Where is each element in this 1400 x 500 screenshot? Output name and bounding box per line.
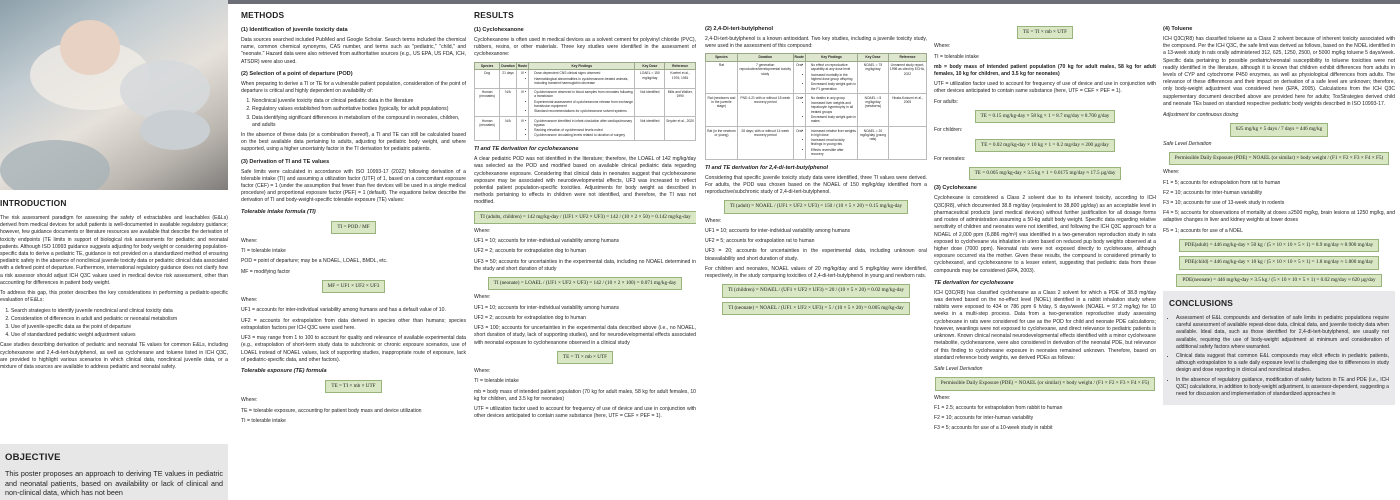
dtbp-derivation-text: Considering that specific juvenile toxicity study data were identified, three TI values were derived. For adults, the POD was chosen based on the NOAEL of 150 mg/kg/day identified from a reproductive/subchronic study of 2,4-di-tert-butylphenol. — [705, 174, 927, 196]
ti-where-item: TI = tolerable intake — [241, 248, 286, 255]
methods-column — [241, 8, 466, 500]
ti-children-equation: TI (adults, children) = 142 mg/kg-day / (UF1 × UF2 × UF3) = 142 / (10 × 2 × 50) = 0.142 mg/kg-day — [474, 211, 696, 224]
finding-item: • Cyclohexanone identified in infant circulation after cardiopulmonary bypass — [534, 119, 633, 128]
header-photo — [0, 0, 228, 190]
where-item: TI = tolerable intake — [934, 53, 979, 60]
table-cell: Human (neonates) — [475, 117, 500, 141]
table-row — [475, 88, 696, 116]
table-cell: Oral — [793, 61, 805, 94]
table-header: Species — [706, 54, 738, 61]
finding-item: • Standard recommendations for cyclohexanone solvent systems — [534, 109, 633, 113]
where-item: UTF = utilization factor used to account for frequency of use of device and use in conjunction with other devices anticipated to contain same substance (here, UTF = CEF × PEF = 1). — [474, 406, 696, 420]
conclusions-section — [1163, 291, 1395, 405]
photo-foreground — [0, 140, 110, 190]
mf-where-item: UF1 = accounts for inter-individual variability among humans and has a default value of 10. — [241, 307, 446, 314]
table-header: Key Findings — [805, 54, 857, 61]
methods-list-item: 3. Data identifying significant differences in metabolism of the compound in neonates, children, and adults — [252, 115, 466, 129]
table-cell: 7 generation reproductive/developmental toxicity study — [737, 61, 793, 94]
objective-section — [0, 444, 228, 500]
dtbp-derivation-title: TI and TE derivation for 2,4-di-tert-butylphenol — [705, 164, 829, 171]
objective-title: OBJECTIVE — [5, 452, 61, 463]
table-cell: N/A — [500, 117, 517, 141]
where-item: UF3 = 50; accounts for uncertainties in the experimental data, including no NOAEL determined in the study and short duration of study — [474, 258, 696, 272]
where-item: F3 = 5; accounts for use of a 10-week study in rabbit — [934, 425, 1053, 432]
finding-item: • Decreased body weight gain in the F1 generation — [811, 82, 856, 91]
table-header: Key Dose — [858, 54, 889, 61]
table-row — [706, 94, 927, 127]
finding-item: • Cyclohexanone circulating levels related to duration of surgery — [534, 133, 633, 137]
table-cell: N/A — [500, 88, 517, 116]
where-item: F1 = 5; accounts for extrapolation from rat to human — [1163, 179, 1281, 186]
te-equation: TE = TI × mb × UTF — [557, 351, 613, 364]
pde-equation: Permissible Daily Exposure (PDE) = NOAEL (or similar) × body weight / (F1 × F2 × F3 × F4 × F5) — [1169, 152, 1389, 165]
toluene-section-text: ICH Q3C(R8) has classified toluene as a Class 2 solvent because of inherent toxicity associated with the compound. Per the ICH Q3C, the safe limit was derived as follows, based on the NOEL identified in a 13-week study in rats orally administered 312, 625, 1250, 2500, or 5000 mg/kg toluene 5 days/week. Specific data pertaining to possible pediatric/neonatal susceptibility to toluene toxicities were not readily identified in the literature, although it is known that children exhibit differences from adults in levels of CYP and cytochrome P450 enzymes, as well as physiological differences from adults. The relevance of these differences and their impact on derivation of a safe level are unknown; therefore, only body-weight adjustment was considered here (EPA, 2005). Calculations from the ICH Q3C supplementary document described above are provided here for adults; ToxStrategies derived child and neonate TEs based on standard respective pediatric body weights described in ISO 10993-17. — [1163, 35, 1395, 107]
mf-equation: MF = UF1 × UF2 × UF3 — [322, 280, 386, 293]
where-label: Where: — [474, 228, 491, 235]
methods-section-2-title: (2) Selection of a point of departure (POD) — [241, 70, 353, 77]
methods-section-3-text: Safe limits were calculated in accordance with ISO 10993-17 (2022) following derivation of a tolerable intake (TI) and assuming a utilization factor (UTF) of 1, based on a concomitant exposure factor (CEF) = 1 (under the assumption that fewer than five devices will be used in a single medical procedure) and proportional exposure factor (PEF) = 1 (default). The equations below describe the derivation of TI and body-weight-specific tolerable exposure (TE) values: — [241, 168, 466, 204]
results-section-1-title: (1) Cyclohexanone — [474, 26, 524, 33]
table-cell: Rat — [706, 61, 738, 94]
results-title: RESULTS — [474, 10, 514, 20]
where-item: mb = body mass of intended patient population (70 kg for adult males, 58 kg for adult females, 10 kg for children, and 3.5 kg for neonates) — [474, 388, 696, 402]
where-item: UF3 = 100; accounts for uncertainties in the experimental data described above (i.e., no NOAEL, short duration of study, lack of supporting studies), and for neurodevelopmental effects associated with neonatal exposure to cyclohexanone observed in a clinical study — [474, 325, 696, 346]
methods-section-3-title: (3) Derivation of TI and TE values — [241, 158, 330, 165]
table-cell — [805, 61, 857, 94]
cyclohexane-derivation-title: TE derivation for cyclohexane — [934, 279, 1014, 286]
cyclohexane-derivation-text: ICH Q3C(R8) has classified cyclohexane as a Class 2 solvent for which a PDE of 38.8 mg/day was derived based on the no-effect level (NOEL) identified in a rabbit inhalation study where rabbits were exposed to 434 or 786 ppm 6 h/day, 5 days/week (NOAEL = 97.2 mg/kg) for 10 weeks in a multi-step process. Data from a two-generation reproductive study assessing cyclohexane in rats were considered for use as the POD for child and neonate PDE calculations; however, weanlings were not exposed to cyclohexane, and direct relevance to pediatric patients is unknown. Known clinical neonatal neurodevelopmental effects identified with a minor cyclohexane metabolite, cyclohexanone, were also considered in derivation of the neonatal PDE, but relevance of this finding to cyclohexane exposure in neonates remained unknown. Therefore, based on standard reference body weights, we derived PDEs as follows: — [934, 289, 1156, 361]
finding-item: • Dose-dependent CNS clinical signs observed — [534, 71, 633, 75]
ti-children-equation: TI (children) = NOAEL / (UF1 × UF2 × UF3) = 20 / (10 × 5 × 20) = 0.02 mg/kg-day — [722, 284, 910, 297]
mf-where-item: UF3 = may range from 1 to 100 to account for quality and relevance of available experimental data (e.g., extrapolation of short-term study data to subchronic or chronic exposure scenarios, use of LOAEL instead of NOAEL values, lack of supporting studies, inappropriate route of exposure, lack of pediatric-specific data, and other factors). — [241, 335, 466, 363]
table-cell: Not identified — [635, 88, 665, 116]
finding-item: • Effects reversible after recovery — [811, 148, 856, 157]
where-item: F4 = 5; accounts for observations of mortality at doses ≥2500 mg/kg, brain lesions at 1250 mg/kg, and adaptive changes in liver and kidney weights at lower doses — [1163, 210, 1395, 224]
ti-where-item: POD = point of departure; may be a NOAEL, LOAEL, BMDL, etc. — [241, 258, 388, 265]
cyclohexane-section-text: Cyclohexane is considered a Class 2 solvent due to its inherent toxicity, according to ICH Q3C(R8), which documented 38.8 mg/day (equivalent to 38,800 µg/day) as an acceptable level in pharmaceutical products (and medical devices) without further justification for all dosage forms and routes of administration assuming a 50-kg adult body weight. Specific data regarding relative sensitivity of children and neonates were not identified, and following the ICH Q3C approach for a NOAEL of 2,000 ppm (6,886 mg/m³) was identified in a two-generation reproduction study in rats exposed to cyclohexane via inhalation in utero based on reduced pup body weights observed at a higher dose (7000 ppm). Neonatal rats were not exposed directly to cyclohexane, although exposure occurred via the mother. Given these results, the compound is considered primarily to cyclohexanol, and cyclohexanone to a lesser extent, suggesting that pediatric data from those compounds may be considered (EPA, 2003). — [934, 195, 1156, 274]
introduction-title: INTRODUCTION — [0, 198, 67, 208]
table-cell: IV — [516, 69, 528, 88]
where-label: Where: — [474, 368, 491, 375]
adjustment-equation: 625 mg/kg × 5 days / 7 days = 446 mg/kg — [1230, 123, 1329, 136]
finding-item: • Experimental assessment of cyclohexanone release from exchange transfusion equipment — [534, 100, 633, 109]
table-cell: Hirata-Koizumi et al., 2005 — [888, 94, 926, 127]
toluene-section-title: (4) Toluene — [1163, 26, 1193, 32]
cyclohexanone-table — [474, 62, 696, 142]
where-item: UTF = utilization factor used to account for frequency of use of device and use in conjunction with other devices anticipated to contain same substance (here, UTF = CEF × PEF = 1). — [934, 81, 1156, 95]
safe-level-label: Safe Level Derivation — [934, 365, 983, 372]
methods-section-2-text-2: In the absence of these data (or a combination thereof), a TI and TE can still be calculated based on the best available data pertaining to adults, adjusting for pediatric body weight, and where supported, using a higher uncertainty factor in the TI derivation for pediatric patients. — [241, 131, 466, 153]
dtbp-column — [705, 8, 927, 500]
table-cell: Koeferl et al., 1976; 1981 — [665, 69, 696, 88]
table-cell: Mills and Walker, 1990 — [665, 88, 696, 116]
dtbp-section-title: (2) 2,4-Di-tert-butylphenol — [705, 26, 774, 32]
table-cell: Oral — [793, 127, 805, 160]
finding-item: • Haematological abnormalities in cyclohexanone-treated animals, including transient haemoglobin decrease — [534, 77, 633, 86]
introduction-list-item: 4. Use of standardized pediatric weight adjustment values — [11, 332, 228, 339]
finding-item: • Ranking elevation of cyclohexanol levels noted — [534, 128, 633, 132]
table-cell: NOAEL = 5 mg/kg/day (newborns) — [858, 94, 889, 127]
te-formula-title: Tolerable exposure (TE) formula — [241, 367, 327, 374]
table-header: Duration — [737, 54, 793, 61]
where-item: F2 = 10; accounts for inter-human variability — [1163, 189, 1263, 196]
where-item: UF3 = 20; accounts for uncertainties in the experimental data, including unknown oral bioavailability and short duration of study. — [705, 248, 927, 262]
methods-section-1-text: Data sources searched included PubMed and Google Scholar. Search terms included the chemical name, common chemical synonyms, CAS number, and terms such as "pediatric," "child," and "neonate." Hazard data were also retrieved from authoritative sources (e.g., US EPA, US FDA, ICH, ATSDR) were also used. — [241, 36, 466, 65]
table-header: Route — [517, 63, 528, 68]
ti-where-item: MF = modifying factor — [241, 268, 291, 275]
where-label: Where: — [474, 294, 491, 301]
cyclohexanone-derivation-text: A clear pediatric POD was not identified in the literature; therefore, the LOAEL of 142 mg/kg/day was selected as the POD and modified based on available clinical pediatric data regarding cyclohexanone exposure. Considering that clinical data in neonates suggest that cyclohexanone exposure may be associated with neurodevelopmental effects, UF3 was increased to reflect potential patient population-specific toxicities. Adjustments for body weight as described in methods pertaining to effects in children were not identified, and therefore, the TI was not modified. — [474, 156, 696, 206]
finding-item: • Increased liver weights and hepatocyte hypertrophy in all treated groups — [811, 101, 856, 114]
ti-adult-equation: TI (adult) = NOAEL / (UF1 × UF2 × UF3) = 150 / (10 × 5 × 20) = 0.15 mg/kg-day — [724, 200, 908, 213]
table-cell — [888, 127, 926, 160]
te-adults-equation: TE = 0.15 mg/kg-day × 58 kg × 1 = 8.7 mg/day ≈ 8.700 g/day — [975, 110, 1116, 123]
where-item: UF2 = 2; accounts for extrapolation dog to human — [474, 314, 586, 321]
table-cell — [529, 88, 635, 116]
mf-where-item: UF2 = accounts for extrapolation from data derived in species other than humans; species extrapolation factors per ICH Q3C were used here. — [241, 317, 466, 331]
where-item: UF2 = 2; accounts for extrapolation dog to human — [474, 248, 586, 255]
methods-section-2-text: When preparing to derive a TI or TE for a vulnerable patient population, consideration of the point of departure is critical and highly dependent on availability of: — [241, 80, 466, 94]
table-row — [475, 117, 696, 141]
table-row — [706, 127, 927, 160]
table-cell — [805, 94, 857, 127]
pde-equation: Permissible Daily Exposure (PDE) = NOAEL (or similar) × body weight / (F1 × F2 × F3 × F4 × F5) — [935, 377, 1155, 390]
conclusion-item: • In the absence of regulatory guidance, modification of safety factors in TE and PDE (i.e., ICH Q3C) calculations, in addition to body-weight adjustment, is assessor-dependent, suggesting a need for discussion and implementation of standardized approaches in — [1176, 377, 1389, 399]
methods-section-1-title: (1) Identification of juvenile toxicity data — [241, 26, 348, 33]
table-cell: Snyder et al., 2020 — [665, 117, 696, 141]
table-cell: PND 4-21 with or without 18 week recovery period — [737, 94, 793, 127]
table-cell: Human (neonates) — [475, 88, 500, 116]
finding-item: • Cyclohexanone observed in blood samples from neonates following a transfusion — [534, 90, 633, 99]
table-cell: IV — [516, 117, 528, 141]
dtbp-section-text: 2,4-Di-tert-butylphenol is a known antioxidant. Two key studies, including a juvenile toxicity study, were used in the assessment of this compound: — [705, 35, 927, 50]
te-neonates-equation: TE = 0.005 mg/kg-day × 3.5 kg × 1 = 0.0175 mg/day ≈ 17.5 µg/day — [969, 167, 1122, 180]
introduction-paragraph-3: Case studies describing derivation of pediatric and neonatal TE values for common E&Ls, including cyclohexanone and 2,4-di-tert-butylphenol, as well as cyclohexane and toluene listed in ICH Q3C, are provided to highlight various scenarios in which clinical data, nonclinical juvenile data, or a mixture of data sources are available to address pediatric and neonatal safety. — [0, 342, 228, 371]
cyclohexane-column — [934, 8, 1156, 500]
methods-list-item: 1. Nonclinical juvenile toxicity data or clinical pediatric data in the literature — [252, 98, 466, 105]
table-cell: Oral — [793, 94, 805, 127]
table-cell — [529, 117, 635, 141]
table-cell: Dog — [475, 69, 500, 88]
where-label: Where: — [705, 217, 722, 224]
table-cell: Rat (in the newborn or young) — [706, 127, 738, 160]
objective-text: This poster proposes an approach to deriving TE values in pediatric and neonatal patients, based on availability or lack of clinical and non-clinical data, which has not been — [5, 469, 223, 498]
finding-item: • No deaths in any group — [811, 96, 856, 100]
where-item: UF1 = 10; accounts for inter-individual variability among humans — [474, 238, 620, 245]
adjustment-label: Adjustment for continuous dosing — [1163, 112, 1239, 119]
cyclohexanone-derivation-title: TI and TE derivation for cyclohexanone — [474, 146, 579, 153]
table-cell: Rat (newborns and in the juvenile stage) — [706, 94, 738, 127]
dtbp-table — [705, 53, 927, 159]
neonates-label: For neonates: — [934, 155, 966, 162]
table-cell: LOAEL = 150 mg/kg/day — [635, 69, 665, 88]
safe-level-label: Safe Level Derivation — [1163, 140, 1212, 147]
conclusion-item: • Assessment of E&L compounds and derivation of safe limits in pediatric populations require careful assessment of available repeat-dose data, clinical data, and juvenile toxicity data when available. Ideal data, such as those identified for 2,4-di-tert-butylphenol, are usually not available, requiring the use of body-weight adjustment at minimum and consideration of additional safety factors where warranted. — [1176, 315, 1389, 351]
where-item: F1 = 2.5; accounts for extrapolation from rabbit to human — [934, 404, 1063, 411]
children-label: For children: — [934, 127, 963, 134]
where-item: F5 = 1; accounts for use of a NOEL — [1163, 227, 1243, 234]
table-header: Species — [475, 62, 500, 69]
methods-section-2-list — [241, 98, 466, 129]
adults-label: For adults: — [934, 98, 959, 105]
pde-adult-equation: PDE(adult) = 446 mg/kg-day × 50 kg / (5 × 10 × 10 × 5 × 1) = 8.9 mg/day ≈ 8.900 mg/day — [1179, 239, 1379, 252]
table-header: Route — [794, 55, 804, 60]
table-cell: NOAEL = 75 mg/kg/day — [858, 61, 889, 94]
table-row — [706, 61, 927, 94]
finding-item: • Decreased body weight gain in males — [811, 115, 856, 124]
where-item: UF1 = 10; accounts for inter-individual variability among humans — [474, 304, 620, 311]
introduction-section — [0, 196, 228, 442]
ti-formula-title: Tolerable intake formula (TI) — [241, 208, 316, 215]
pde-neonate-equation: PDE(neonate) = 446 mg/kg-day × 3.5 kg / (5 × 10 × 10 × 5 × 1) = 0.62 mg/day ≈ 620 µg/day — [1176, 274, 1381, 287]
where-item: UF2 = 5; accounts for extrapolation rat to human — [705, 238, 815, 245]
where-item: mb = body mass of intended patient population (70 kg for adult males, 58 kg for adult females, 10 kg for children, and 3.5 kg for neonates) — [934, 63, 1156, 78]
finding-item: • Increased mortality in the highest dose group offspring — [811, 73, 856, 82]
te-equation: TE = TI × mb × UTF — [325, 380, 381, 393]
introduction-paragraph-2: To address this gap, this poster describes the key considerations in performing a pediatric-specific evaluation of E&Ls: — [0, 290, 228, 304]
where-label: Where: — [241, 297, 258, 304]
where-item: UF1 = 10; accounts for inter-individual variability among humans — [705, 227, 851, 234]
pde-child-equation: PDE(child) = 446 mg/kg-day × 10 kg / (5 × 10 × 10 × 5 × 1) = 1.8 mg/day ≈ 1.800 mg/day — [1179, 256, 1379, 269]
te-equation: TE = TI × mb × UTF — [1017, 26, 1073, 39]
table-header: Reference — [665, 62, 696, 69]
where-label: Where: — [934, 43, 951, 50]
te-children-equation: TE = 0.02 mg/kg-day × 10 kg × 1 = 0.2 mg/day ≈ 200 µg/day — [975, 139, 1115, 152]
introduction-paragraph-1: The risk assessment paradigm for assessing the safety of extractables and leachables (E&Ls) derived from medical devices for adult patients is well-documented in available regulatory guidance; however, few guidance documents or literature resources are available that describe the derivation of toxicity endpoints (TE limits in support of biological risk assessments for pediatric and neonatal patients. Although ISO 10993 guidance suggests adjusting for body weight or considering population-specific data to derive a pediatric TE, guidance is not provided on a standardized method of ensuring pediatric safety in the absence of nonclinical juvenile toxicity data or pediatric clinical data associated with a defined point of departure. Furthermore, international regulatory guidance does not clarify how a risk assessor should adjust ICH Q3C values used in medical device risk assessment, other than accounting for differences in patient body weight. — [0, 214, 228, 286]
results-section-1-text: Cyclohexanone is often used in medical devices as a solvent cement for polyvinyl chloride (PVC), rubbers, resins, or other materials. Three key studies were identified in the assessment of cyclohexanone: — [474, 36, 696, 58]
methods-list-item: 2. Regulatory values established from authoritative bodies (typically, for adult populations) — [252, 106, 466, 113]
dtbp-text-2: For children and neonates, NOAEL values of 20 mg/kg/day and 5 mg/kg/day were identified, respectively, in the study comparing toxicities of 2,4-di-tert-butylphenol in young and newborn rats. — [705, 265, 927, 279]
finding-item: • Increased renal toxicity findings in young rats — [811, 138, 856, 147]
cyclohexane-section-title: (3) Cyclohexane — [934, 185, 977, 192]
where-label: Where: — [934, 394, 951, 401]
table-row — [475, 69, 696, 88]
results-column — [474, 8, 696, 500]
table-cell: Not identified — [635, 117, 665, 141]
table-cell — [529, 69, 635, 88]
photo-device — [140, 110, 210, 150]
conclusion-item: • Clinical data suggest that common E&L compounds may elicit effects in pediatric patients, although extrapolation to a safe daily exposure level is challenging due to differences in study design and dose reporting in clinical and nonclinical studies. — [1176, 353, 1389, 375]
where-item: TI = tolerable intake — [474, 378, 519, 385]
where-item: F2 = 10; accounts for inter-human variability — [934, 414, 1034, 421]
ti-neonate-equation: TI (neonate) = NOAEL / (UF1 × UF2 × UF3) = 5 / (10 × 5 × 20) = 0.005 mg/kg-day — [722, 302, 909, 315]
table-cell — [805, 127, 857, 160]
finding-item: • Increased relative liver weights in high dose — [811, 129, 856, 138]
methods-title: METHODS — [241, 10, 285, 20]
ti-neonate-equation: TI (neonate) = LOAEL / (UF1 × UF2 × UF3) = 142 / (10 × 2 × 100) = 0.071 mg/kg-day — [488, 277, 683, 290]
introduction-list-item: 1. Search strategies to identify juvenile nonclinical and clinical toxicity data — [11, 308, 228, 315]
table-header: Key Dose — [635, 62, 665, 69]
table-header: Key Findings — [529, 62, 635, 69]
table-header: Duration — [501, 63, 515, 68]
introduction-list — [0, 308, 228, 340]
where-item: F3 = 10; accounts for use of 13-week study in rodents — [1163, 199, 1285, 206]
where-label: Where: — [1163, 169, 1180, 176]
where-label: Where: — [241, 237, 258, 244]
ti-equation: TI = POD / MF — [331, 221, 375, 234]
te-where-item: TI = tolerable intake — [241, 417, 286, 424]
table-cell: Unnamed study report, 1998 as cited by ECHA, 2022 — [888, 61, 926, 94]
toluene-column — [1163, 8, 1395, 500]
table-cell: IV — [516, 88, 528, 116]
table-cell: 21 days — [500, 69, 517, 88]
table-header: Reference — [888, 54, 926, 61]
photo-infant-head — [60, 20, 120, 75]
conclusions-title: CONCLUSIONS — [1169, 297, 1234, 308]
finding-item: • No effect on reproductive capability at any dose level — [811, 63, 856, 72]
where-label: Where: — [241, 397, 258, 404]
conclusions-list — [1169, 315, 1389, 398]
te-where-item: TE = tolerable exposure, accounting for patient body mass and device utilization — [241, 407, 422, 414]
introduction-list-item: 2. Consideration of differences in adult and pediatric or neonatal metabolism — [11, 316, 228, 323]
introduction-list-item: 3. Use of juvenile-specific data as the point of departure — [11, 324, 228, 331]
table-cell: 28 days; with or without 14 week recovery period — [737, 127, 793, 160]
table-cell: NOAEL = 20 mg/kg/day (young rats) — [858, 127, 889, 160]
